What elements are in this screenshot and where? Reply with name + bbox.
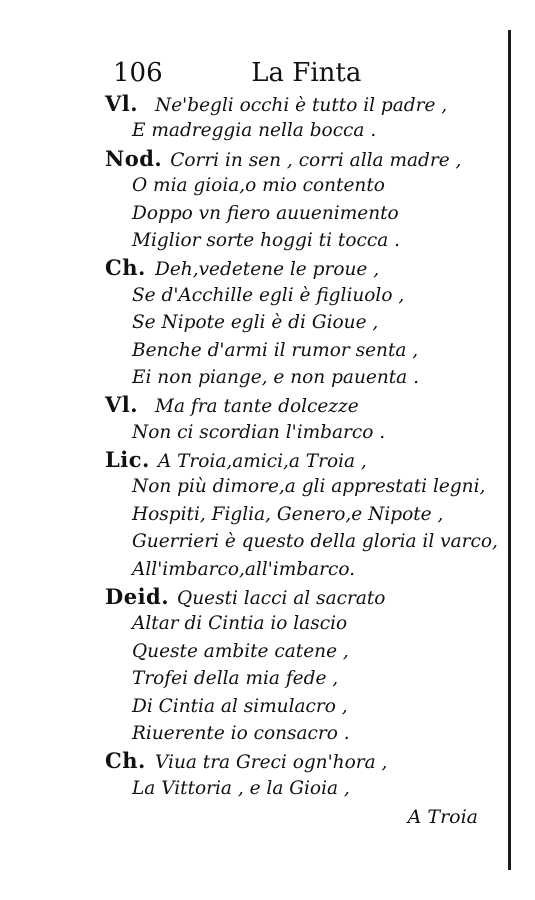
verse-text: Se Nipote egli è di Gioue , (132, 312, 379, 334)
verse-line (105, 638, 500, 665)
verse-line (105, 172, 500, 199)
verse-text: Se d'Acchille egli è figliuolo , (132, 284, 405, 306)
verse-text: Non ci scordian l'imbarco . (132, 421, 386, 443)
verse-line (105, 364, 500, 391)
verse-text: Miglior sorte hoggi ti tocca . (132, 229, 400, 251)
verse-line (105, 282, 500, 309)
verse-line (105, 665, 500, 692)
verse-text: Di Cintia al simulacro , (132, 695, 348, 717)
verse-line (105, 583, 500, 610)
verse-text: O mia gioia,o mio contento (132, 175, 385, 197)
verse-line (105, 610, 500, 637)
verse-text: Riuerente io consacro . (132, 722, 350, 744)
verse-line (105, 227, 500, 254)
page-header (113, 58, 361, 88)
page-number: 106 (113, 58, 163, 88)
verse-line (105, 528, 500, 555)
speaker-label: Nod. (105, 145, 163, 171)
verse-text-block (105, 90, 500, 832)
catchword-text: A Troia (407, 806, 478, 829)
verse-line (105, 775, 500, 802)
verse-text: Ei non piange, e non pauenta . (132, 366, 419, 388)
verse-text: Corri in sen , corri alla madre , (170, 149, 462, 171)
speaker-label: Lic. (105, 447, 150, 473)
speaker-label: Vl. (105, 91, 139, 116)
verse-text: Non più dimore,a gli apprestati legni, (132, 476, 486, 498)
verse-line (105, 446, 500, 473)
verse-text: La Vittoria , e la Gioia , (132, 777, 350, 799)
verse-text: Questi lacci al sacrato (177, 588, 386, 610)
verse-text: Ma fra tante dolcezze (155, 396, 359, 418)
speaker-label: Ch. (105, 255, 146, 281)
verse-line (105, 720, 500, 747)
verse-text: Doppo vn fiero auuenimento (132, 202, 399, 224)
running-title: La Finta (251, 58, 362, 88)
verse-line (105, 200, 500, 227)
verse-line (105, 90, 500, 117)
speaker-label: Vl. (105, 392, 139, 418)
verse-line (105, 419, 500, 446)
catchword (105, 804, 500, 831)
verse-text: Hospiti, Figlia, Genero,e Nipote , (132, 503, 444, 525)
verse-line (105, 117, 500, 144)
verse-line (105, 145, 500, 172)
verse-line (105, 501, 500, 528)
verse-text: A Troia,amici,a Troia , (157, 451, 367, 473)
page-gutter-edge (508, 30, 511, 870)
verse-line (105, 337, 500, 364)
verse-line (105, 747, 500, 774)
verse-text: Viua tra Greci ogn'hora , (155, 752, 388, 774)
verse-text: Benche d'armi il rumor senta , (132, 339, 419, 361)
verse-text: Guerrieri è questo della gloria il varco, (132, 531, 498, 553)
verse-line (105, 693, 500, 720)
verse-line (105, 556, 500, 583)
speaker-label: Deid. (105, 584, 170, 610)
verse-line (105, 254, 500, 281)
verse-line (105, 309, 500, 336)
verse-text: Altar di Cintia io lascio (132, 613, 348, 635)
verse-text: All'imbarco,all'imbarco. (132, 558, 356, 580)
verse-text: Ne'begli occhi è tutto il padre , (155, 95, 448, 116)
speaker-label: Ch. (105, 748, 146, 774)
verse-text: Deh,vedetene le proue , (155, 259, 380, 281)
verse-text: Trofei della mia fede , (132, 668, 339, 690)
verse-line (105, 391, 500, 418)
verse-text: Queste ambite catene , (132, 640, 349, 662)
verse-line (105, 473, 500, 500)
verse-text: E madreggia nella bocca . (132, 120, 377, 142)
